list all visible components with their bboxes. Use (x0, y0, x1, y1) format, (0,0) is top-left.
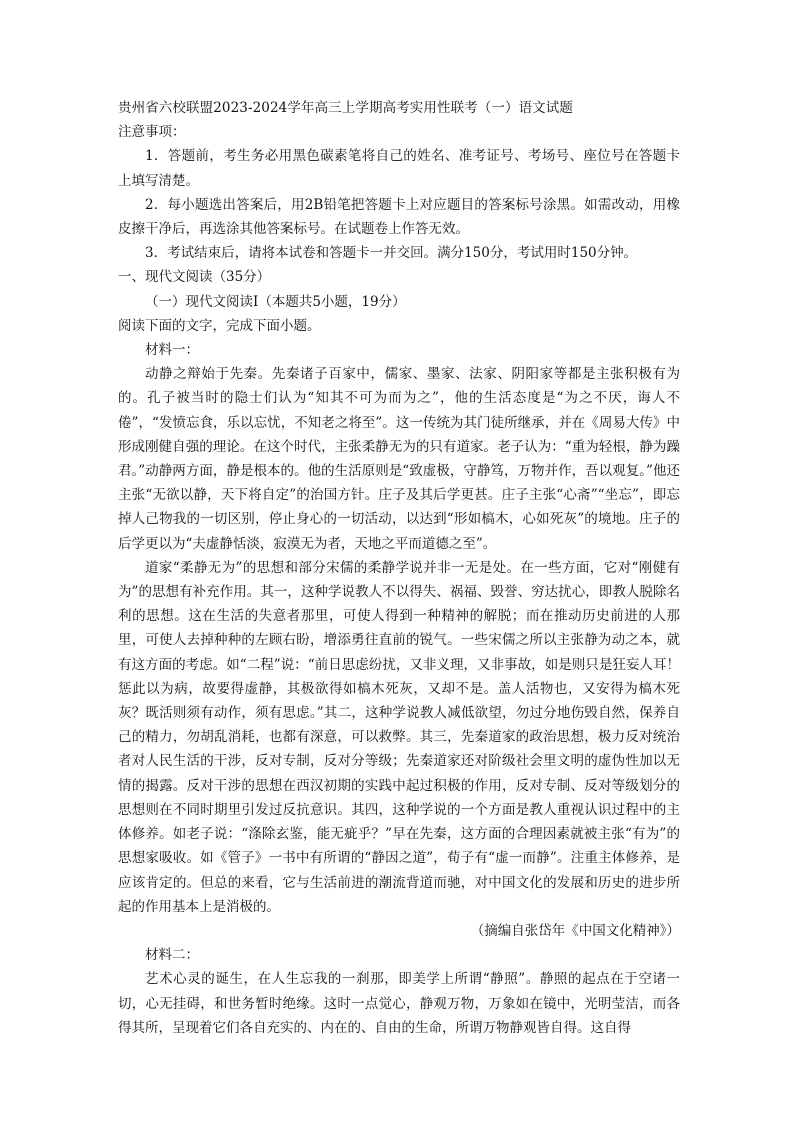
notice-item: 1．答题前，考生务必用黑色碳素笔将自己的姓名、准考证号、考场号、座位号在答题卡上填写清楚。 (118, 148, 680, 189)
subsection-heading: （一）现代文阅读Ⅰ（本题共5小题，19分） (145, 293, 406, 310)
material2-paragraph: 艺术心灵的诞生，在人生忘我的一刹那，即美学上所谓“静照”。静照的起点在于空诸一切，心无挂碍，和世务暂时绝缘。这时一点觉心，静观万物，万象如在镜中，光明莹洁，而各得其所，呈现着它们各自充实的、内在的、自由的生命，所谓万物静观皆自得。这自得 (118, 971, 680, 1036)
material2-label: 材料二： (145, 947, 199, 964)
material1-paragraph: 道家“柔静无为”的思想和部分宋儒的柔静学说并非一无是处。在一些方面，它对“刚健有为”的思想有补充作用。其一，这种学说教人不以得失、祸福、毁誉、穷达扰心，即教人脱除名利的思想。这在生活的失意者那里，可使人得到一种精神的解脱；而在推动历史前进的人那里，可使人去掉种种的左顾右盼，增添勇往直前的锐气。一些宋儒之所以主张静为动之本，就有这方面的考虑。如“二程”说：“前日思虑纷扰，又非义理，又非事故，如是则只是狂妄人耳！惩此以为病，故要得虚静，其极欲得如槁木死灰，又却不是。盖人活物也，又安得为槁木死灰？既活则须有动作，须有思虑。”其二，这种学说教人减低欲望，勿过分地伤毁自然，保养自己的精力，勿胡乱消耗，也都有深意，可以救弊。其三，先秦道家的政治思想，极力反对统治者对人民生活的干涉，反对专制，反对分等级；先秦道家还对阶级社会里文明的虚伪性加以无情的揭露。反对干涉的思想在西汉初期的实践中起过积极的作用，反对专制、反对等级划分的思想则在不同时期里引发过反抗意识。其四，这种学说的一个方面是教人重视认识过程中的主体修养。如老子说：“涤除玄鉴，能无疵乎？”早在先秦，这方面的合理因素就被主张“有为”的思想家吸收。如《管子》一书中有所谓的“静因之道”，荀子有“虚一而静”。注重主体修养，是应该肯定的。但总的来看，它与生活前进的潮流背道而驰，对中国文化的发展和历史的进步所起的作用基本上是消极的。 (118, 559, 680, 915)
exam-page (118, 96, 680, 1040)
notice-item: 3．考试结束后，请将本试卷和答题卡一并交回。满分150分，考试用时150分钟。 (145, 245, 638, 262)
notice-heading: 注意事项： (118, 124, 186, 141)
instruction: 阅读下面的文字，完成下面小题。 (118, 317, 321, 334)
material1-label: 材料一： (145, 342, 199, 359)
exam-title: 贵州省六校联盟2023-2024学年高三上学期高考实用性联考（一）语文试题 (118, 100, 573, 116)
notice-item: 2．每小题选出答案后，用2B铅笔把答题卡上对应题目的答案标号涂黑。如需改动，用橡皮擦干净后，再选涂其他答案标号。在试题卷上作答无效。 (118, 196, 680, 238)
material1-paragraph: 动静之辩始于先秦。先秦诸子百家中，儒家、墨家、法家、阴阳家等都是主张积极有为的。孔子被当时的隐士们认为“知其不可为而为之”，他的生活态度是“为之不厌，诲人不倦”，“发愤忘食，乐以忘忧，不知老之将至”。这一传统为其门徒所继承，并在《周易大传》中形成刚健自强的理论。在这个时代，主张柔静无为的只有道家。老子认为：“重为轻根，静为躁君。”动静两方面，静是根本的。他的生活原则是“致虚极，守静笃，万物并作，吾以观复。”他还主张“无欲以静，天下将自定”的治国方针。庄子及其后学更甚。庄子主张“心斋”“坐忘”，即忘掉人己物我的一切区别，停止身心的一切活动，以达到“形如槁木，心如死灰”的境地。庄子的后学更以为“夫虚静恬淡，寂漠无为者，天地之平而道德之至”。 (118, 366, 680, 552)
section-heading: 一、现代文阅读（35分） (118, 269, 271, 286)
material1-source: （摘编自张岱年《中国文化精神》） (470, 922, 680, 939)
